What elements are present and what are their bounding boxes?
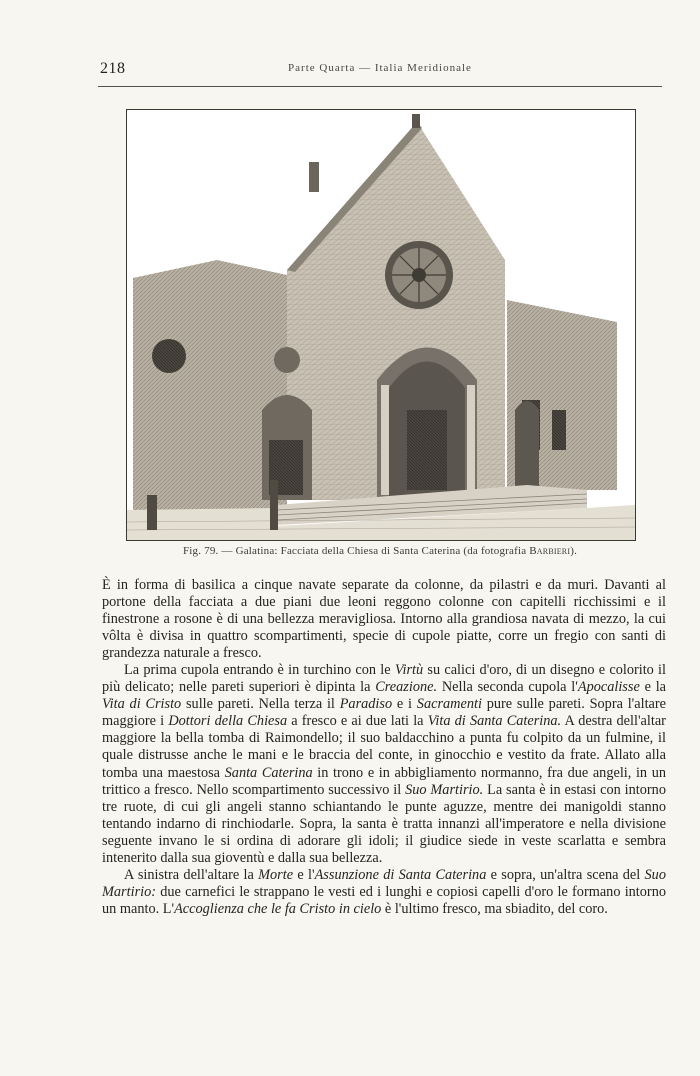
body-text xyxy=(102,577,666,918)
paragraph-3: A sinistra dell'altare la Morte e l'Assunzione di Santa Caterina e sopra, un'altra scena del Suo Martirio: due carnefici le strappano le vesti ed i lunghi e copiosi capelli d'oro le formano intorno un manto. L'Accoglienza che le fa Cristo in cielo è l'ultimo fresco, ma sbiadito, del coro. xyxy=(102,866,666,917)
photographer-name: Barbieri xyxy=(529,545,571,557)
page-number: 218 xyxy=(100,60,126,77)
paragraph-1: È in forma di basilica a cinque navate separate da colonne, da pilastri e da muri. Davanti al portone della facciata a due piani due leoni reggono colonne con capitelli ricchissimi e il finestrone a rosone è di una bellezza meravigliosa. Intorno alla grandiosa navata di mezzo, la cui vôlta è divisa in quattro scompartimenti, specie di cupole piatte, corre un fregio con santi di grandezza naturale a fresco. xyxy=(102,577,666,662)
paragraph-2: La prima cupola entrando è in turchino con le Virtù su calici d'oro, di un disegno e colorito il più delicato; nelle pareti superiori è dipinta la Creazione. Nella seconda cupola l'Apocalisse e la Vita di Cristo sulle pareti. Nella terza il Paradiso e i Sacramenti pure sulle pareti. Sopra l'altare maggiore i Dottori della Chiesa a fresco e ai due lati la Vita di Santa Caterina. A destra dell'altar maggiore la bella tomba di Raimondello; il suo baldacchino a punta fu colpito da un fulmine, il quale distrusse anche le mani e le braccia del conte, in ginocchio e vestito da frate. Allato alla tomba una maestosa Santa Caterina in trono e in abbigliamento normanno, fra due angeli, in un trittico a fresco. Nello scompartimento successivo il Suo Martirio. La santa è in estasi con intorno tre ruote, di cui gli angeli stanno schiantando le punte aguzze, mentre dei manigoldi stanno tentando indarno di rinchiodarle. Sopra, la santa è tratta innanzi all'imperatore e nella divisione seguente invano le si ordina di adorare gli idoli; il giudice siede in veste scarlatta e sembra intenerito dalla sua gioventù e dalla sua bellezza. xyxy=(102,662,667,866)
running-header xyxy=(98,58,662,87)
running-title: Parte Quarta — Italia Meridionale xyxy=(288,62,472,74)
church-facade-illustration xyxy=(126,109,636,541)
figure-caption: Fig. 79. — Galatina: Facciata della Chiesa di Santa Caterina (da fotografia Barbieri). xyxy=(182,545,578,557)
